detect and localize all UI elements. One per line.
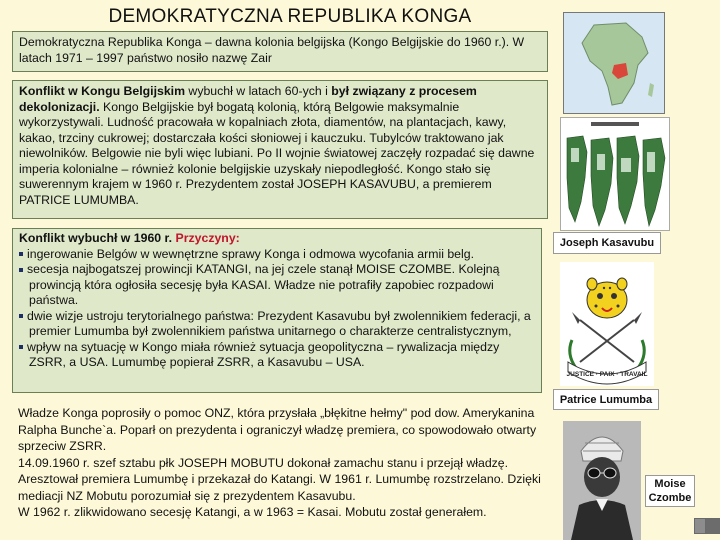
bullet-icon	[19, 345, 23, 349]
causes-label: Przyczyny:	[175, 231, 240, 245]
coat-of-arms-icon	[560, 262, 654, 386]
conflict-box	[12, 80, 548, 219]
intro-text: Demokratyczna Republika Konga – dawna kolonia belgijska (Kongo Belgijskie do 1960 r.). W latach 1971 – 1997 państwo nosiło nazwę Zair	[19, 35, 525, 65]
caption-kasavubu: Joseph Kasavubu	[553, 232, 661, 254]
caption-lumumba: Patrice Lumumba	[553, 389, 659, 410]
nav-next-button[interactable]	[705, 518, 720, 534]
conflict-text-1: wybuchł w latach 60-ych i	[185, 84, 332, 98]
page-title: DEMOKRATYCZNA REPUBLIKA KONGA	[108, 6, 472, 27]
cause-item: wpływ na sytuację w Kongo miała również sytuacja geopolityczna – rywalizacja między ZSRR, a USA. Lumumbę popierał ZSRR, a Kasavubu – USA.	[19, 340, 535, 371]
intro-box	[12, 31, 548, 72]
emblem-image	[560, 262, 654, 386]
causes-heading: Konflikt wybuchł w 1960 r.	[19, 231, 173, 245]
historical-maps-image	[560, 117, 670, 231]
africa-map-image	[563, 12, 665, 114]
cause-item: dwie wizje ustroju terytorialnego państwa: Prezydent Kasavubu był zwolennikiem federacji, a premier Lumumba był zwolennikiem państwa unitarnego o charakterze centralistycznym,	[19, 309, 535, 340]
portrait-icon	[563, 421, 641, 540]
conflict-text-2: Kongo Belgijskie był bogatą kolonią, którą Belgowie maksymalnie wykorzystywali. Ludność pracowała w kopalniach złota, diamentów, na plantacjach, kawy, kakao, trzciny cukrowej; dostarczała kości słoniowej i kauczuku. Tubylców traktowano jak niewolników. Belgowie nie byli więc lubiani. Po II wojnie światowej zaczęły rozpadać się dawne imperia kolonialne – również kolonie belgijskie uzyskały niepodległość. Kongo stało się suwerennym krajem w 1960 r. Prezydentem został JOSEPH KASAVUBU, a premierem PATRICE LUMUMBA.	[19, 99, 535, 207]
bullet-icon	[19, 252, 23, 256]
portrait-photo	[563, 421, 641, 540]
caption-czombe: Moise Czombe	[645, 475, 695, 507]
africa-map-icon	[564, 13, 664, 113]
cause-item: secesja najbogatszej prowincji KATANGI, na jej czele stanął MOISE CZOMBE. Kolejną prowincją która ogłosiła secesję była KASAI. Władze nie potrafiły zapobiec rozpadowi państwa.	[19, 262, 535, 309]
emblem-motto: JUSTICE · PAIX · TRAVAIL	[566, 371, 648, 378]
causes-box	[12, 228, 542, 393]
bullet-icon	[19, 314, 23, 318]
colonial-maps-icon	[561, 118, 669, 230]
conflict-bold-2: był związany z procesem dekolonizacji.	[19, 84, 477, 114]
conflict-heading: Konflikt w Kongu Belgijskim	[19, 84, 186, 98]
cause-item: ingerowanie Belgów w wewnętrzne sprawy Konga i odmowa wycofania armii belg.	[19, 247, 535, 263]
bullet-icon	[19, 268, 23, 272]
aftermath-text: Władze Konga poprosiły o pomoc ONZ, która przysłała „błękitne hełmy" pod dow. Amerykanina Ralpha Bunche`a. Poparł on prezydenta i ograniczył władzę premiera, co spowodowało otwarty sprzeciw ZSRR. 14.09.1960 r. szef sztabu płk JOSEPH MOBUTU dokonał zamachu stanu i przejął władzę. Aresztował premiera Lumumbę i przekazał do Katangi. W 1961 r. Lumumbę rozstrzelano. Dzięki mediacji NZ Mobutu porozumiał się z prezydentem Kasavubu. W 1962 r. zlikwidowano secesję Katangi, a w 1963 = Kasai. Mobutu został generałem.	[18, 406, 541, 519]
